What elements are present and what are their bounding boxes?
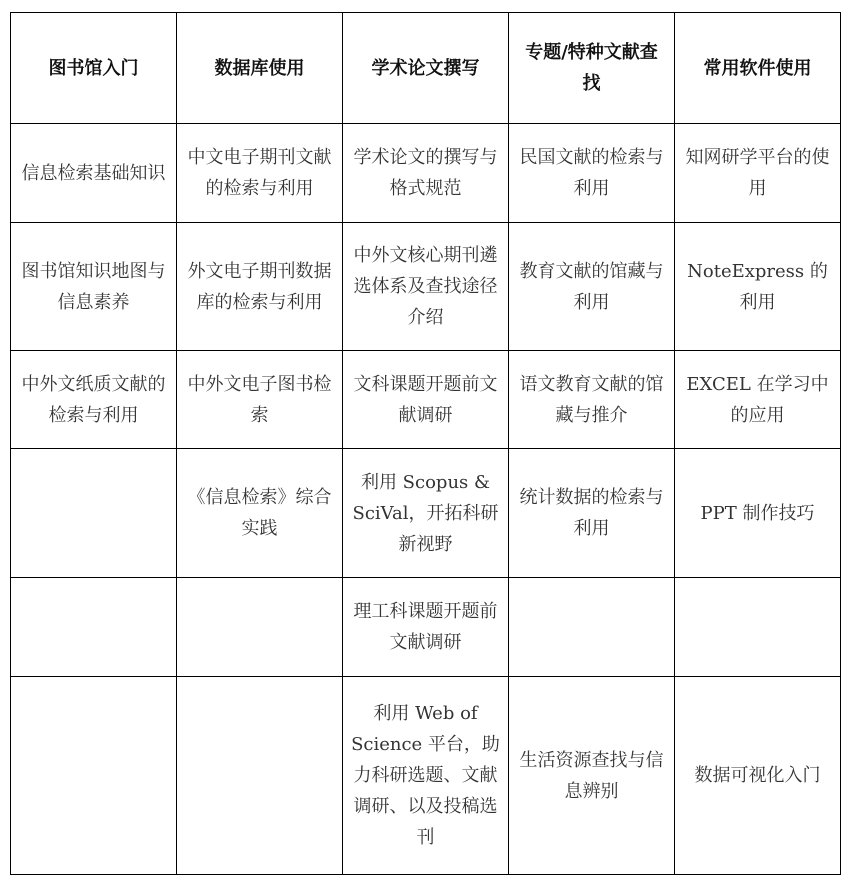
table-cell: 学术论文的撰写与格式规范	[343, 124, 509, 223]
table-cell: 图书馆知识地图与信息素养	[11, 223, 177, 351]
table-row	[11, 351, 841, 449]
header-academic-writing: 学术论文撰写	[343, 13, 509, 124]
header-database-use: 数据库使用	[177, 13, 343, 124]
table-row	[11, 578, 841, 677]
table-cell: 知网研学平台的使用	[675, 124, 841, 223]
table-cell-empty	[11, 578, 177, 677]
table-cell: 生活资源查找与信息辨别	[509, 677, 675, 875]
table-cell-empty	[177, 578, 343, 677]
table-cell: 统计数据的检索与利用	[509, 449, 675, 578]
table-cell-empty	[11, 449, 177, 578]
table-cell: 利用 Scopus & SciVal，开拓科研新视野	[343, 449, 509, 578]
table-cell: 语文教育文献的馆藏与推介	[509, 351, 675, 449]
table-cell-empty	[177, 677, 343, 875]
table-cell: 理工科课题开题前文献调研	[343, 578, 509, 677]
table-cell: 外文电子期刊数据库的检索与利用	[177, 223, 343, 351]
table-cell: 中外文纸质文献的检索与利用	[11, 351, 177, 449]
table-cell: 数据可视化入门	[675, 677, 841, 875]
table-row	[11, 223, 841, 351]
table-cell: 利用 Web of Science 平台，助力科研选题、文献调研、以及投稿选刊	[343, 677, 509, 875]
table-cell: NoteExpress 的利用	[675, 223, 841, 351]
header-library-intro: 图书馆入门	[11, 13, 177, 124]
table-cell: PPT 制作技巧	[675, 449, 841, 578]
table-row	[11, 124, 841, 223]
header-row	[11, 13, 841, 124]
table-cell: 中外文电子图书检索	[177, 351, 343, 449]
table-cell: 信息检索基础知识	[11, 124, 177, 223]
table-cell: 教育文献的馆藏与利用	[509, 223, 675, 351]
course-table	[10, 12, 841, 875]
table-cell: 民国文献的检索与利用	[509, 124, 675, 223]
header-special-literature: 专题/特种文献查找	[509, 13, 675, 124]
table-cell: 文科课题开题前文献调研	[343, 351, 509, 449]
table-cell-empty	[11, 677, 177, 875]
table-row	[11, 677, 841, 875]
table-cell: 《信息检索》综合实践	[177, 449, 343, 578]
table-cell: EXCEL 在学习中的应用	[675, 351, 841, 449]
table-cell-empty	[509, 578, 675, 677]
table-row	[11, 449, 841, 578]
table-cell-empty	[675, 578, 841, 677]
table-cell: 中外文核心期刊遴选体系及查找途径介绍	[343, 223, 509, 351]
table-cell: 中文电子期刊文献的检索与利用	[177, 124, 343, 223]
header-common-software: 常用软件使用	[675, 13, 841, 124]
